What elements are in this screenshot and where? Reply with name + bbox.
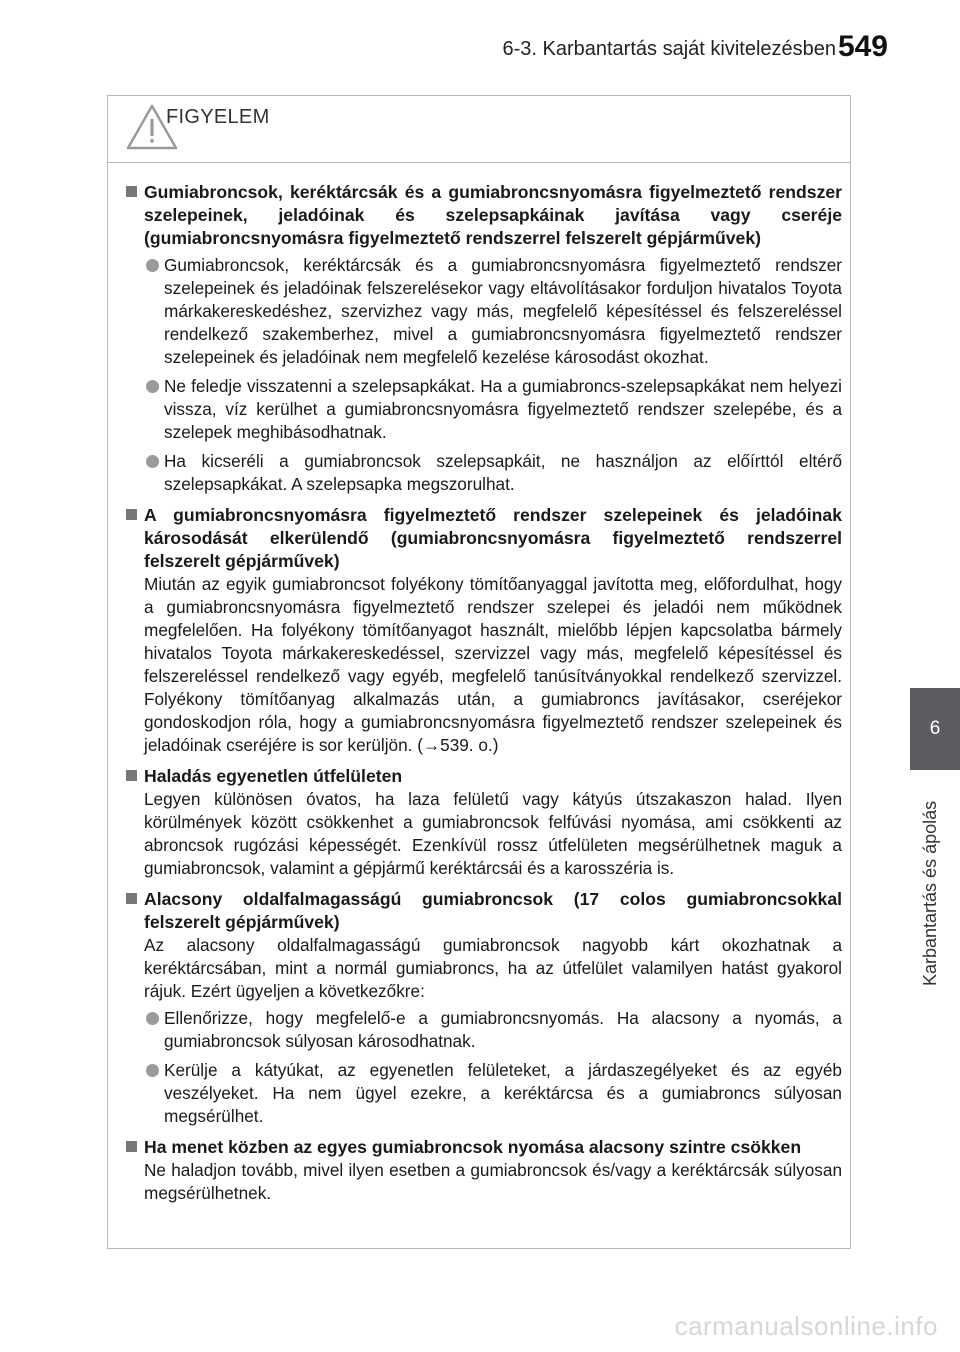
circle-bullet-icon <box>146 1012 159 1025</box>
list-item-text: Ellenőrizze, hogy megfelelő-e a gumiabroncsnyomás. Ha alacsony a nyomás, a gumiabroncsok súlyosan károsodhatnak. <box>164 1008 842 1051</box>
list-item-text: Ne feledje visszatenni a szelepsapkákat. Ha a gumiabroncs-szelepsapkákat nem helyezi vissza, víz kerülhet a gumiabroncsnyomásra figyelmeztető rendszer szelepébe, és a szelepek meghibásodhatnak. <box>164 376 842 442</box>
section-heading <box>124 1136 842 1159</box>
square-bullet-icon <box>126 770 137 781</box>
list-item <box>144 375 842 444</box>
page-number: 549 <box>837 30 888 63</box>
section-text: Legyen különösen óvatos, ha laza felületű vagy kátyús útszakaszon halad. Ilyen körülmények között csökkenhet a gumiabroncsok felfúvási nyomása, ami csökkenti az abroncsok rugózási képességét. Ezenkívül rossz útfelületen megsérülhetnek maguk a gumiabroncsok, valamint a gépjármű keréktárcsái és a karosszéria is. <box>144 789 842 878</box>
section-text: Az alacsony oldalfalmagasságú gumiabroncsok nagyobb kárt okozhatnak a keréktárcsában, mint a normál gumiabroncs, ha az útfelület valamilyen hatást gyakorol rájuk. Ezért ügyeljen a következőkre: <box>144 935 842 1001</box>
chapter-tab-label: Karbantartás és ápolás <box>920 800 940 986</box>
section-heading-text: Haladás egyenetlen útfelületen <box>144 766 403 786</box>
section-heading <box>124 888 842 934</box>
section-heading-text: Alacsony oldalfalmagasságú gumiabroncsok (17 colos gumiabroncsokkal felszerelt gépjárművek) <box>144 889 842 932</box>
square-bullet-icon <box>126 509 137 520</box>
warning-body <box>108 163 850 1205</box>
warning-section-1 <box>124 181 842 496</box>
circle-bullet-icon <box>146 380 159 393</box>
warning-section-2 <box>124 504 842 757</box>
circle-bullet-icon <box>146 259 159 272</box>
section-heading-text: Ha menet közben az egyes gumiabroncsok nyomása alacsony szintre csökken <box>144 1137 802 1157</box>
list-item <box>144 1059 842 1128</box>
square-bullet-icon <box>126 186 137 197</box>
warning-section-4 <box>124 888 842 1128</box>
list-item <box>144 254 842 369</box>
list-item-text: Gumiabroncsok, keréktárcsák és a gumiabroncsnyomásra figyelmeztető rendszer szelepeinek és jeladóinak felszerelésekor vagy eltávolításakor forduljon hivatalos Toyota márkakereskedéshez, szervizhez vagy más, megfelelő képesítéssel és felszereléssel rendelkező szakemberhez, mivel a gumiabroncsnyomásra figyelmeztető rendszer szelepeinek és jeladóinak nem megfelelő kezelése károsodást okozhat. <box>164 255 842 367</box>
circle-bullet-icon <box>146 455 159 468</box>
section-text: Ne haladjon tovább, mivel ilyen esetben a gumiabroncsok és/vagy a keréktárcsák súlyosan megsérülhetnek. <box>144 1160 842 1203</box>
list-item <box>144 450 842 496</box>
warning-box <box>107 95 851 1249</box>
list-item-text: Kerülje a kátyúkat, az egyenetlen felületeket, a járdaszegélyeket és az egyéb veszélyeket. Ha nem ügyel ezekre, a keréktárcsa és a gumiabroncs súlyosan megsérülhet. <box>164 1060 842 1126</box>
section-heading-text: A gumiabroncsnyomásra figyelmeztető rendszer szelepeinek és jeladóinak károsodását elkerülendő (gumiabroncsnyomásra figyelmeztető rendszerrel felszerelt gépjárművek) <box>144 505 842 571</box>
warning-section-5 <box>124 1136 842 1205</box>
warning-header <box>108 96 850 163</box>
section-heading <box>124 181 842 250</box>
square-bullet-icon <box>126 893 137 904</box>
chapter-tab <box>916 780 952 1000</box>
watermark: carmanualsonline.info <box>674 1311 938 1341</box>
section-heading <box>124 765 842 788</box>
header-section-title: 6-3. Karbantartás saját kivitelezésben <box>502 38 836 60</box>
square-bullet-icon <box>126 1141 137 1152</box>
section-text: Miután az egyik gumiabroncsot folyékony tömítőanyaggal javította meg, előfordulhat, hogy a gumiabroncsnyomásra figyelmeztető rendszer szelepei és jeladói nem működnek megfelelően. Ha folyékony tömítőanyagot használt, mielőbb lépjen kapcsolatba bármely hivatalos Toyota márkakereskedéssel, szervizzel vagy más, megfelelő képesítéssel és felszereléssel rendelkező vagy egyéb, megfelelő tanúsítványokkal rendelkező szervizzel. Folyékony tömítőanyag alkalmazás után, a gumiabroncs javításakor, cseréjekor gondoskodjon róla, hogy a gumiabroncsnyomásra figyelmeztető rendszer szelepeinek és jeladóinak cseréjére is sor kerüljön. (→539. o.) <box>144 574 842 755</box>
warning-section-3 <box>124 765 842 880</box>
list-item-text: Ha kicseréli a gumiabroncsok szelepsapkáit, ne használjon az előírttól eltérő szelepsapkákat. A szelepsapka megszorulhat. <box>164 451 842 494</box>
list-item <box>144 1007 842 1053</box>
chapter-tab-number: 6 <box>910 688 960 770</box>
circle-bullet-icon <box>146 1064 159 1077</box>
warning-title: FIGYELEM <box>166 106 270 128</box>
section-heading <box>124 504 842 573</box>
section-heading-text: Gumiabroncsok, keréktárcsák és a gumiabroncsnyomásra figyelmeztető rendszer szelepeinek, jeladóinak és szelepsapkáinak javítása vagy cseréje (gumiabroncsnyomásra figyelmeztető rendszerrel felszerelt gépjárművek) <box>144 182 842 248</box>
